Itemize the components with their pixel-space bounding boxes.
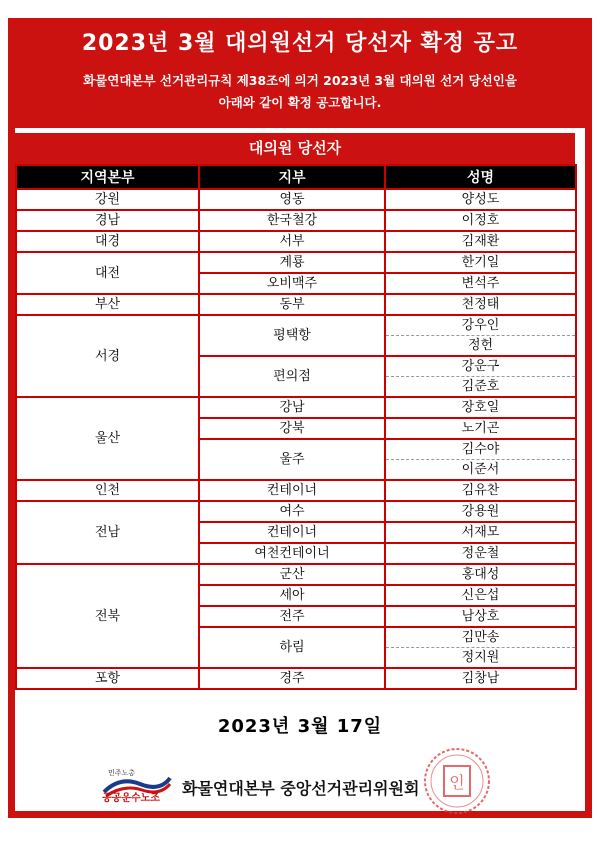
- branch-cell: 동부: [199, 294, 385, 315]
- table-row: [16, 480, 576, 501]
- region-cell: 전북: [16, 564, 199, 668]
- table-row: [16, 294, 576, 315]
- member-name-cell: 김준호: [385, 377, 576, 398]
- org-name: 화물연대본부 중앙선거관리위원회: [182, 779, 420, 798]
- member-name-cell: 김수야: [385, 439, 576, 460]
- table-row: [16, 501, 576, 522]
- branch-cell: 편의점: [199, 356, 385, 397]
- member-name-cell: 정헌: [385, 336, 576, 357]
- region-cell: 인천: [16, 480, 199, 501]
- region-cell: 포항: [16, 668, 199, 689]
- region-cell: 전남: [16, 501, 199, 564]
- branch-cell: 평택항: [199, 315, 385, 356]
- branch-cell: 서부: [199, 231, 385, 252]
- table-body: [16, 189, 576, 689]
- branch-cell: 군산: [199, 564, 385, 585]
- table-row: [16, 231, 576, 252]
- notice-subtitle: [8, 70, 592, 114]
- member-name-cell: 김재환: [385, 231, 576, 252]
- results-table: [15, 164, 577, 690]
- branch-cell: 세아: [199, 585, 385, 606]
- notice-subtitle-line2: 아래와 같이 확정 공고합니다.: [218, 95, 382, 110]
- member-name-cell: 김만송: [385, 627, 576, 648]
- footer: [100, 768, 560, 818]
- branch-cell: 여천컨테이너: [199, 543, 385, 564]
- branch-cell: 컨테이너: [199, 522, 385, 543]
- table-row: [16, 397, 576, 418]
- column-header-region: 지역본부: [16, 165, 199, 189]
- results-table-wrap: [15, 133, 575, 690]
- branch-cell: 강남: [199, 397, 385, 418]
- table-row: [16, 564, 576, 585]
- table-row: [16, 252, 576, 273]
- member-name-cell: 강운구: [385, 356, 576, 377]
- member-name-cell: 장호일: [385, 397, 576, 418]
- branch-cell: 컨테이너: [199, 480, 385, 501]
- member-name-cell: 서재모: [385, 522, 576, 543]
- member-name-cell: 김유찬: [385, 480, 576, 501]
- column-header-name: 성명: [385, 165, 576, 189]
- table-header-row: [16, 165, 576, 189]
- branch-cell: 강북: [199, 418, 385, 439]
- branch-cell: 경주: [199, 668, 385, 689]
- region-cell: 대전: [16, 252, 199, 294]
- table-row: [16, 189, 576, 210]
- notice-subtitle-line1: 화물연대본부 선거관리규칙 제38조에 의거 2023년 3월 대의원 선거 당선인을: [83, 73, 517, 88]
- notice-title: 2023년 3월 대의원선거 당선자 확정 공고: [81, 31, 519, 56]
- member-name-cell: 양성도: [385, 189, 576, 210]
- table-row: [16, 668, 576, 689]
- branch-cell: 전주: [199, 606, 385, 627]
- branch-cell: 하림: [199, 627, 385, 668]
- member-name-cell: 변석주: [385, 273, 576, 294]
- branch-cell: 한국철강: [199, 210, 385, 231]
- logo-name: 공공운수노조: [102, 793, 160, 804]
- member-name-cell: 이준서: [385, 460, 576, 481]
- branch-cell: 오비맥주: [199, 273, 385, 294]
- branch-cell: 울주: [199, 439, 385, 480]
- region-cell: 대경: [16, 231, 199, 252]
- member-name-cell: 남상호: [385, 606, 576, 627]
- member-name-cell: 한기일: [385, 252, 576, 273]
- member-name-cell: 정지원: [385, 648, 576, 669]
- seal-text: 인: [449, 773, 465, 792]
- member-name-cell: 노기곤: [385, 418, 576, 439]
- member-name-cell: 이정호: [385, 210, 576, 231]
- region-cell: 부산: [16, 294, 199, 315]
- member-name-cell: 강용원: [385, 501, 576, 522]
- region-cell: 경남: [16, 210, 199, 231]
- member-name-cell: 천정태: [385, 294, 576, 315]
- region-cell: 강원: [16, 189, 199, 210]
- member-name-cell: 홍대성: [385, 564, 576, 585]
- table-row: [16, 315, 576, 336]
- region-cell: 울산: [16, 397, 199, 480]
- branch-cell: 계룡: [199, 252, 385, 273]
- logo-caption: 민주노총: [108, 769, 136, 777]
- member-name-cell: 강우인: [385, 315, 576, 336]
- member-name-cell: 신은섭: [385, 585, 576, 606]
- column-header-branch: 지부: [199, 165, 385, 189]
- branch-cell: 여수: [199, 501, 385, 522]
- official-seal-icon: [422, 746, 492, 816]
- section-title: 대의원 당선자: [15, 133, 575, 164]
- table-row: [16, 210, 576, 231]
- announcement-date: 2023년 3월 17일: [217, 716, 383, 737]
- branch-cell: 영동: [199, 189, 385, 210]
- member-name-cell: 김창남: [385, 668, 576, 689]
- member-name-cell: 정운철: [385, 543, 576, 564]
- union-logo: [100, 768, 172, 808]
- region-cell: 서경: [16, 315, 199, 397]
